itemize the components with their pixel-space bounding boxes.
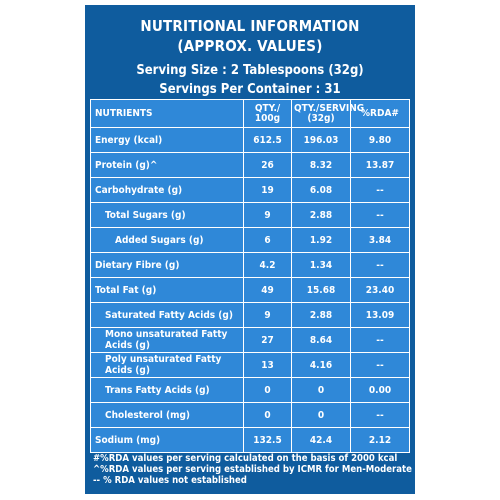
row-perserving: 2.88 <box>292 203 351 228</box>
footnotes <box>93 453 440 486</box>
serving-size: Serving Size : 2 Tablespoons (32g) <box>136 63 364 78</box>
row-rda: 0.00 <box>351 378 410 403</box>
row-per100: 9 <box>244 303 292 328</box>
row-per100: 27 <box>244 328 292 353</box>
header-nutrients: NUTRIENTS <box>91 100 244 128</box>
row-rda: -- <box>351 403 410 428</box>
row-name: Total Sugars (g) <box>91 203 244 228</box>
title <box>85 5 415 56</box>
row-perserving: 1.92 <box>292 228 351 253</box>
row-name: Sodium (mg) <box>91 428 244 453</box>
row-name: Total Fat (g) <box>91 278 244 303</box>
title-line-1: NUTRITIONAL INFORMATION <box>140 17 360 35</box>
footnote-not-established: -- % RDA values not established <box>93 475 247 486</box>
row-rda: 9.80 <box>351 128 410 153</box>
table-row <box>91 278 410 303</box>
table-row <box>91 428 410 453</box>
row-name: Trans Fatty Acids (g) <box>91 378 244 403</box>
row-rda: 13.87 <box>351 153 410 178</box>
row-rda: -- <box>351 253 410 278</box>
nutrition-panel <box>85 5 440 494</box>
row-name: Added Sugars (g) <box>91 228 244 253</box>
row-perserving: 4.16 <box>292 353 351 378</box>
row-per100: 49 <box>244 278 292 303</box>
header-qty-serving-line2: (32g) <box>307 112 335 124</box>
row-perserving: 6.08 <box>292 178 351 203</box>
table-row <box>91 253 410 278</box>
footnote-icmr: ^%RDA values per serving established by ICMR for Men-Moderate Work <box>93 464 440 475</box>
row-name: Energy (kcal) <box>91 128 244 153</box>
row-per100: 612.5 <box>244 128 292 153</box>
title-line-2: (APPROX. VALUES) <box>177 37 323 55</box>
row-perserving: 42.4 <box>292 428 351 453</box>
header-rda: %RDA# <box>351 100 410 128</box>
row-perserving: 0 <box>292 403 351 428</box>
row-perserving: 8.32 <box>292 153 351 178</box>
table-row <box>91 153 410 178</box>
row-name: Mono unsaturated Fatty Acids (g) <box>91 328 244 353</box>
row-per100: 19 <box>244 178 292 203</box>
servings-per-container: Servings Per Container : 31 <box>159 82 341 97</box>
row-per100: 0 <box>244 403 292 428</box>
row-name: Protein (g)^ <box>91 153 244 178</box>
table-row <box>91 228 410 253</box>
row-per100: 0 <box>244 378 292 403</box>
row-per100: 13 <box>244 353 292 378</box>
header-qty-100g-line1: QTY./ <box>254 102 281 114</box>
row-per100: 4.2 <box>244 253 292 278</box>
row-perserving: 0 <box>292 378 351 403</box>
table-header-row <box>91 100 410 128</box>
table-row <box>91 328 410 353</box>
row-perserving: 196.03 <box>292 128 351 153</box>
row-rda: -- <box>351 178 410 203</box>
table-row <box>91 303 410 328</box>
row-perserving: 1.34 <box>292 253 351 278</box>
row-rda: -- <box>351 203 410 228</box>
header-qty-100g <box>244 100 292 128</box>
row-per100: 132.5 <box>244 428 292 453</box>
row-rda: 2.12 <box>351 428 410 453</box>
row-name: Saturated Fatty Acids (g) <box>91 303 244 328</box>
row-name: Dietary Fibre (g) <box>91 253 244 278</box>
footnote-rda-basis: #%RDA values per serving calculated on the basis of 2000 kcal <box>93 453 398 464</box>
row-rda: -- <box>351 328 410 353</box>
row-name: Cholesterol (mg) <box>91 403 244 428</box>
row-per100: 9 <box>244 203 292 228</box>
table-row <box>91 353 410 378</box>
header-qty-serving <box>292 100 365 128</box>
row-rda: 13.09 <box>351 303 410 328</box>
header-qty-100g-line2: 100g <box>254 112 281 124</box>
nutrition-table <box>90 99 410 453</box>
header-qty-serving-line1: QTY./SERVING <box>294 102 365 114</box>
row-rda: -- <box>351 353 410 378</box>
row-perserving: 15.68 <box>292 278 351 303</box>
row-name: Carbohydrate (g) <box>91 178 244 203</box>
row-rda: 3.84 <box>351 228 410 253</box>
row-per100: 6 <box>244 228 292 253</box>
row-perserving: 8.64 <box>292 328 351 353</box>
row-perserving: 2.88 <box>292 303 351 328</box>
row-rda: 23.40 <box>351 278 410 303</box>
table-row <box>91 378 410 403</box>
row-per100: 26 <box>244 153 292 178</box>
table-row <box>91 203 410 228</box>
table-row <box>91 178 410 203</box>
row-name: Poly unsaturated Fatty Acids (g) <box>91 353 244 378</box>
table-row <box>91 128 410 153</box>
table-row <box>91 403 410 428</box>
